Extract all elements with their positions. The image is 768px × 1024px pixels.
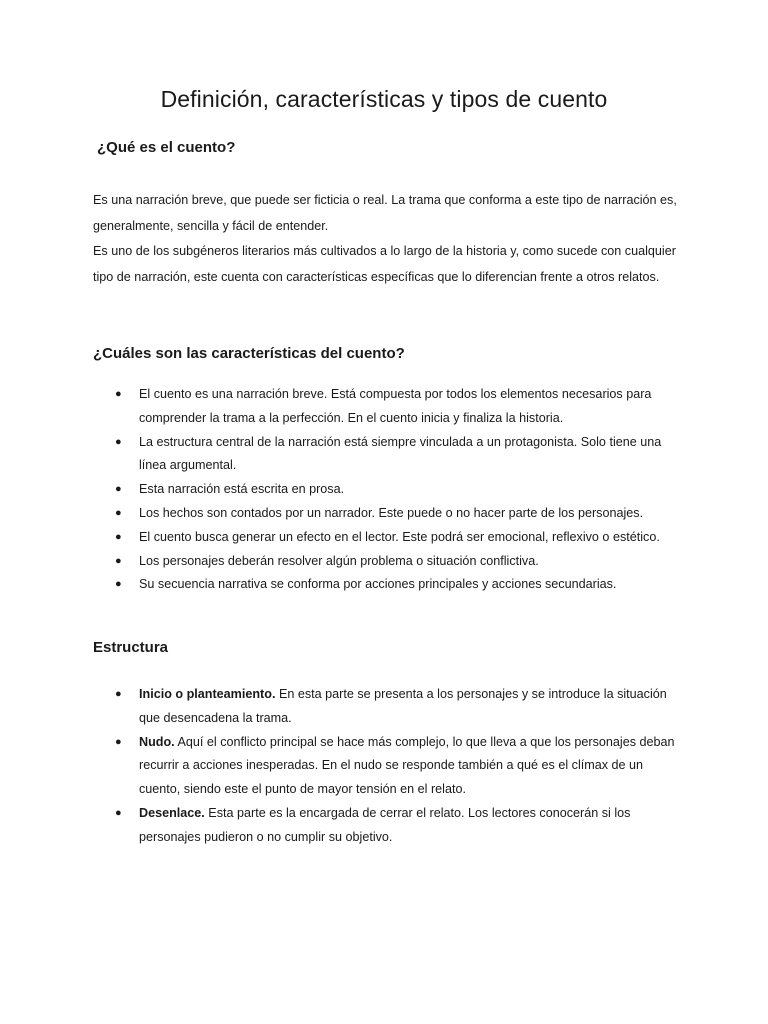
heading-caracteristicas: ¿Cuáles son las características del cuento?	[93, 345, 405, 362]
list-item	[93, 383, 683, 431]
list-item	[93, 550, 683, 574]
bullet-icon: ●	[115, 530, 122, 543]
list-item	[93, 478, 683, 502]
list-item-term: Nudo.	[139, 734, 175, 749]
list-item	[93, 683, 683, 731]
heading-estructura: Estructura	[93, 639, 169, 656]
bullet-icon: ●	[115, 388, 122, 400]
list-item-term: Inicio o planteamiento.	[139, 687, 276, 701]
bullet-icon: ●	[115, 578, 122, 591]
list-item-text: Los personajes deberán resolver algún problema o situación conflictiva.	[139, 553, 539, 568]
list-item-text: El cuento busca generar un efecto en el lector. Este podrá ser emocional, reflexivo o estético.	[139, 529, 660, 544]
list-item	[93, 502, 683, 526]
bullet-icon: ●	[115, 483, 122, 496]
bullet-icon: ●	[115, 806, 122, 819]
list-item-text: Aquí el conflicto principal se hace más complejo, lo que lleva a que los personajes deban recurrir a acciones inesperadas. En el nudo se responde también a qué es el clímax de un cuento, siendo este el punto de mayor tensión en el relato.	[139, 734, 675, 797]
bullet-icon: ●	[115, 435, 122, 448]
list-item	[93, 573, 683, 597]
list-item	[93, 802, 683, 850]
list-item-text: La estructura central de la narración está siempre vinculada a un protagonista. Solo tiene una línea argumental.	[139, 434, 662, 473]
list-item-text: Su secuencia narrativa se conforma por acciones principales y acciones secundarias.	[139, 577, 617, 592]
intro-paragraphs	[93, 188, 683, 290]
list-item-text: Esta parte es la encargada de cerrar el relato. Los lectores conocerán si los personajes pudieron o no cumplir su objetivo.	[139, 805, 631, 844]
list-item	[93, 431, 683, 479]
bullet-icon: ●	[115, 735, 122, 748]
list-item	[93, 526, 683, 550]
list-item-text: Esta narración está escrita en prosa.	[139, 482, 345, 497]
list-item-text: El cuento es una narración breve. Está compuesta por todos los elementos necesarios para comprender la trama a la perfección. En el cuento inicia y finaliza la historia.	[139, 387, 652, 425]
page-title: Definición, características y tipos de cuento	[160, 86, 608, 112]
list-item-term: Desenlace.	[139, 805, 205, 820]
bullet-icon: ●	[115, 554, 122, 567]
bullet-icon: ●	[115, 688, 122, 700]
bullet-icon: ●	[115, 506, 122, 519]
paragraph-1: Es una narración breve, que puede ser ficticia o real. La trama que conforma a este tipo de narración es, generalmente, sencilla y fácil de entender.	[93, 193, 677, 233]
paragraph-2: Es uno de los subgéneros literarios más cultivados a lo largo de la historia y, como sucede con cualquier tipo de narración, este cuenta con características específicas que lo diferencian frente a otros relatos.	[93, 244, 676, 284]
structure-list	[93, 683, 683, 850]
list-item	[93, 731, 683, 802]
list-item-text: Los hechos son contados por un narrador. Este puede o no hacer parte de los personajes.	[139, 505, 644, 520]
list-item-text: En esta parte se presenta a los personajes y se introduce la situación que desencadena la trama.	[139, 687, 667, 725]
heading-que-es-el-cuento: ¿Qué es el cuento?	[97, 139, 236, 156]
characteristics-list	[93, 383, 683, 597]
